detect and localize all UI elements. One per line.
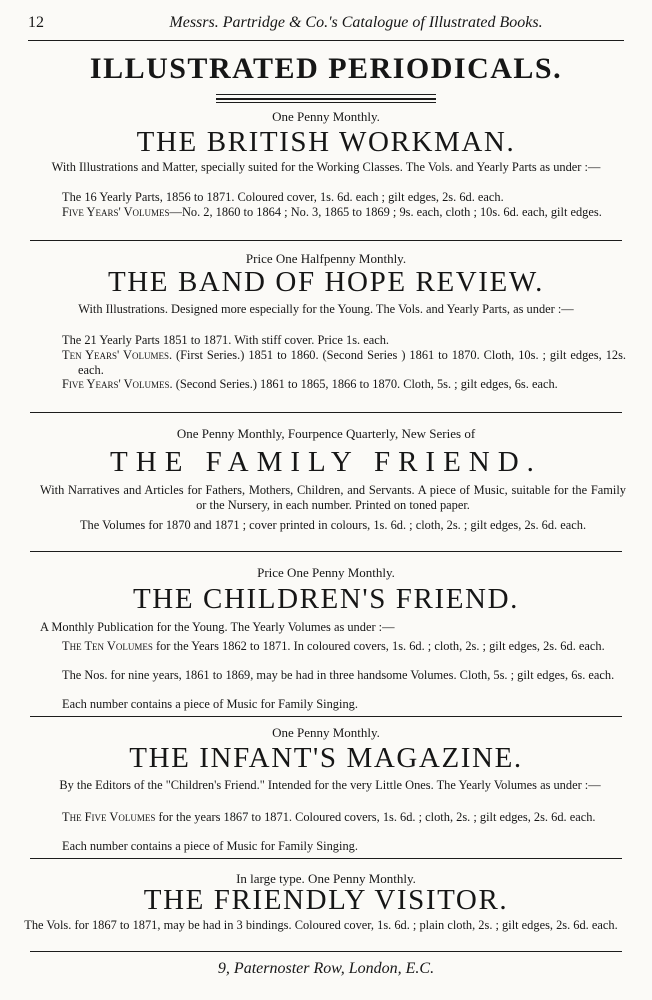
- running-title: Messrs. Partridge & Co.'s Catalogue of Illustrated Books.: [169, 14, 543, 31]
- band-of-hope-item: [62, 333, 626, 348]
- infants-magazine-price: One Penny Monthly.: [272, 725, 380, 740]
- family-friend-item: [40, 518, 626, 533]
- childrens-friend-price: Price One Penny Monthly.: [257, 565, 395, 580]
- british-workman-title: THE BRITISH WORKMAN.: [136, 126, 516, 158]
- infants-magazine-description: By the Editors of the "Children's Friend." Intended for the very Little Ones. The Yearly Volumes as under :—: [59, 778, 601, 792]
- childrens-friend-title: THE CHILDREN'S FRIEND.: [132, 583, 519, 615]
- childrens-friend-description: A Monthly Publication for the Young. The Yearly Volumes as under :—: [40, 620, 395, 634]
- infants-magazine-item: [62, 839, 626, 854]
- friendly-visitor-title: THE FRIENDLY VISITOR.: [143, 884, 509, 916]
- section-divider: [30, 412, 622, 413]
- band-of-hope-item: [62, 377, 626, 392]
- band-of-hope-title: THE BAND OF HOPE REVIEW.: [107, 266, 545, 298]
- band-of-hope-item: [62, 348, 626, 378]
- childrens-friend-ten-lead: The Ten Volumes: [62, 639, 153, 653]
- band-of-hope-price: Price One Halfpenny Monthly.: [245, 251, 407, 266]
- family-friend-title: THE FAMILY FRIEND.: [110, 446, 542, 478]
- section-divider: [30, 716, 622, 717]
- family-friend-volumes: The Volumes for 1870 and 1871 ; cover printed in colours, 1s. 6d. ; cloth, 2s. ; gilt edges, 2s. 6d. each.: [79, 518, 587, 532]
- title-rule-thin-2: [216, 102, 436, 103]
- title-rule-thin: [216, 94, 436, 95]
- british-workman-volumes: —No. 2, 1860 to 1864 ; No. 3, 1865 to 1869 ; 9s. each, cloth ; 10s. 6d. each, gilt edges.: [169, 205, 602, 219]
- british-workman-parts: The 16 Yearly Parts, 1856 to 1871. Coloured cover, 1s. 6d. each ; gilt edges, 2s. 6d. each.: [62, 190, 504, 204]
- childrens-friend-item: [62, 639, 626, 654]
- header-rule: [28, 40, 624, 41]
- infants-magazine-five-lead: The Five Volumes: [62, 810, 156, 824]
- childrens-friend-item: [62, 668, 626, 683]
- footer-rule: [30, 951, 622, 952]
- british-workman-description: With Illustrations and Matter, specially suited for the Working Classes. The Vols. and Yearly Parts as under :—: [51, 160, 601, 174]
- infants-magazine-item: [62, 810, 626, 825]
- childrens-friend-nos: The Nos. for nine years, 1861 to 1869, may be had in three handsome Volumes. Cloth, 5s. ; gilt edges, 6s. each.: [62, 668, 615, 682]
- family-friend-description: With Narratives and Articles for Fathers, Mothers, Children, and Servants. A piece of Music, suitable for the Family or the Nursery, in each number. Printed on toned paper.: [40, 483, 626, 512]
- page-number: 12: [28, 14, 44, 31]
- childrens-friend-item: [62, 697, 626, 712]
- section-divider: [30, 858, 622, 859]
- page-header: [28, 14, 624, 38]
- infants-magazine-music: Each number contains a piece of Music for Family Singing.: [62, 839, 358, 853]
- infants-magazine-five: for the years 1867 to 1871. Coloured covers, 1s. 6d. ; cloth, 2s. ; gilt edges, 2s. 6d. each.: [155, 810, 596, 824]
- band-of-hope-parts: The 21 Yearly Parts 1851 to 1871. With stiff cover. Price 1s. each.: [62, 333, 390, 347]
- band-of-hope-five: (Second Series.) 1861 to 1865, 1866 to 1870. Cloth, 5s. ; gilt edges, 6s. each.: [172, 377, 558, 391]
- childrens-friend-music: Each number contains a piece of Music for Family Singing.: [62, 697, 358, 711]
- infants-magazine-title: THE INFANT'S MAGAZINE.: [129, 742, 523, 774]
- friendly-visitor-description: The Vols. for 1867 to 1871, may be had in 3 bindings. Coloured cover, 1s. 6d. ; plain cloth, 2s. ; gilt edges, 2s. 6d. each.: [24, 918, 618, 932]
- band-of-hope-ten: (First Series.) 1851 to 1860. (Second Series ) 1861 to 1870. Cloth, 10s. ; gilt edges, 12s. each.: [78, 348, 627, 377]
- band-of-hope-five-lead: Five Years' Volumes.: [62, 377, 173, 391]
- british-workman-price: One Penny Monthly.: [272, 109, 380, 124]
- family-friend-price: One Penny Monthly, Fourpence Quarterly, New Series of: [176, 426, 476, 441]
- title-rule-thick: [216, 98, 436, 100]
- band-of-hope-ten-lead: Ten Years' Volumes.: [62, 348, 173, 362]
- friendly-visitor-price: In large type. One Penny Monthly.: [236, 871, 416, 886]
- section-divider: [30, 240, 622, 241]
- section-divider: [30, 551, 622, 552]
- publisher-address: 9, Paternoster Row, London, E.C.: [217, 960, 435, 977]
- british-workman-item: [62, 190, 626, 205]
- british-workman-volumes-lead: Five Years' Volumes: [62, 205, 170, 219]
- childrens-friend-ten: for the Years 1862 to 1871. In coloured covers, 1s. 6d. ; cloth, 2s. ; gilt edges, 2s. 6d. each.: [152, 639, 605, 653]
- british-workman-item: [26, 205, 626, 220]
- band-of-hope-description: With Illustrations. Designed more especially for the Young. The Vols. and Yearly Parts, as under :—: [78, 302, 574, 316]
- page-title: ILLUSTRATED PERIODICALS.: [89, 52, 563, 85]
